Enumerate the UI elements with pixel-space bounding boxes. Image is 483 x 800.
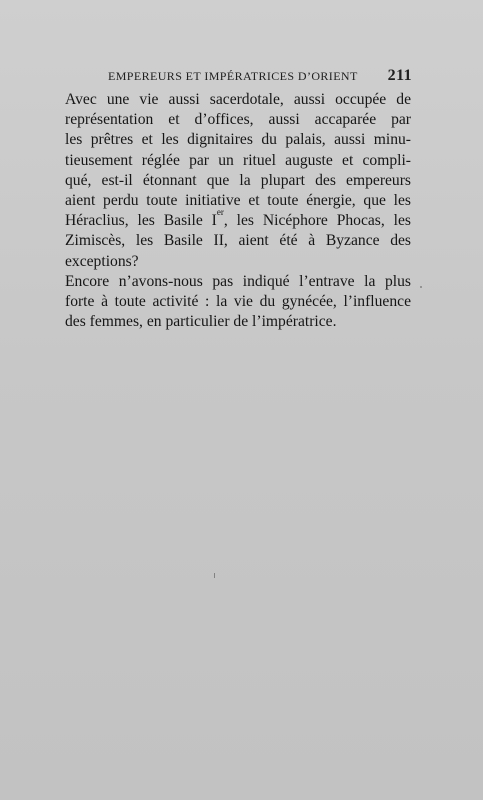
page-number: 211 xyxy=(387,67,412,84)
paper-mark xyxy=(214,573,215,578)
paragraph-1-line-5: qué, est-il étonnant que la plupart des empereurs xyxy=(65,171,411,189)
page-text xyxy=(55,90,411,332)
ordinal-superscript: er xyxy=(216,207,224,218)
paragraph-1-line-1: Avec une vie aussi sacerdotale, aussi occupée de xyxy=(65,91,411,108)
paragraph-1-line-7 xyxy=(55,207,411,231)
paragraph-2 xyxy=(55,272,411,333)
paragraph-1-line-8: Zimiscès, les Basile II, aient été à Byzance des xyxy=(65,232,411,250)
paper-speck xyxy=(420,286,422,288)
paragraph-2-line-3: des femmes, en particulier de l’impératrice. xyxy=(65,313,337,331)
paragraph-1-line-2: représentation et d’offices, aussi accaparée par xyxy=(65,111,411,129)
paragraph-2-line-2: forte à toute activité : la vie du gynécée, l’influence xyxy=(65,293,411,311)
paragraph-1-line-7-start: Héraclius, les Basile I xyxy=(65,212,217,230)
paragraph-1 xyxy=(55,90,411,272)
paragraph-1-line-3: les prêtres et les dignitaires du palais, aussi minu- xyxy=(65,131,411,149)
page-header xyxy=(108,68,412,86)
paragraph-2-line-1: Encore n’avons-nous pas indiqué l’entrave la plus xyxy=(65,272,411,290)
paragraph-1-line-7-end: , les Nicéphore Phocas, les xyxy=(223,212,411,230)
running-title: EMPEREURS ET IMPÉRATRICES D’ORIENT xyxy=(108,69,358,83)
paragraph-1-line-6: aient perdu toute initiative et toute énergie, que les xyxy=(65,192,411,210)
paragraph-1-line-4: tieusement réglée par un rituel auguste et compli- xyxy=(65,151,411,169)
paragraph-1-line-9: exceptions? xyxy=(65,252,139,270)
